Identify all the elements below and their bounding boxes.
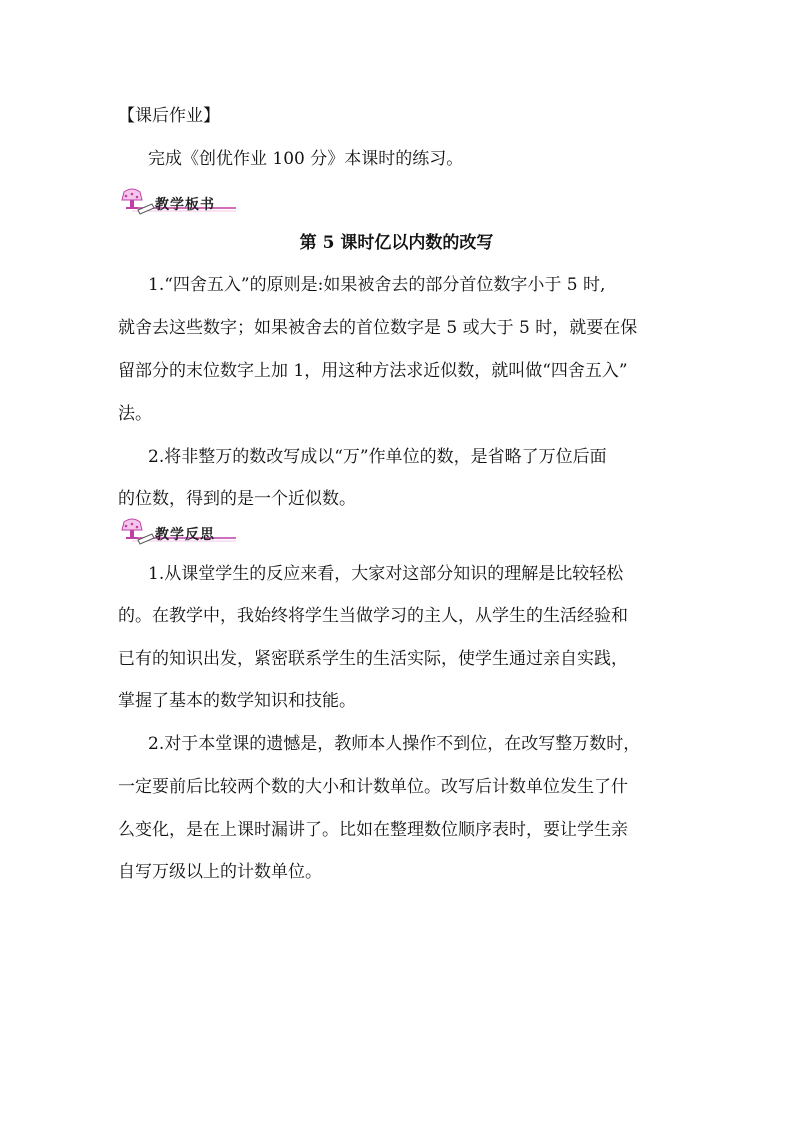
reflection-line-6: 一定要前后比较两个数的大小和计数单位。改写后计数单位发生了什 bbox=[118, 777, 628, 797]
board-line-3: 留部分的末位数字上加 1，用这种方法求近似数，就叫做“四舍五入” bbox=[118, 361, 628, 381]
board-badge-label: 教学板书 bbox=[155, 197, 215, 213]
board-line-2: 就舍去这些数字；如果被舍去的首位数字是 5 或大于 5 时，就要在保 bbox=[118, 318, 638, 338]
reflection-line-3: 已有的知识出发，紧密联系学生的生活实际，使学生通过亲自实践， bbox=[118, 649, 628, 669]
board-line-4: 法。 bbox=[118, 404, 152, 424]
reflection-line-5: 2.对于本堂课的遗憾是，教师本人操作不到位，在改写整万数时， bbox=[148, 734, 641, 754]
reflection-line-8: 自写万级以上的计数单位。 bbox=[118, 862, 322, 882]
reflection-line-4: 掌握了基本的数学知识和技能。 bbox=[118, 691, 356, 711]
board-line-5: 2.将非整万的数改写成以“万”作单位的数，是省略了万位后面 bbox=[148, 447, 607, 467]
board-line-6: 的位数，得到的是一个近似数。 bbox=[118, 489, 356, 509]
homework-text: 完成《创优作业 100 分》本课时的练习。 bbox=[148, 149, 464, 169]
board-line-1: 1.“四舍五入”的原则是:如果被舍去的部分首位数字小于 5 时, bbox=[148, 275, 606, 295]
reflection-line-1: 1.从课堂学生的反应来看，大家对这部分知识的理解是比较轻松 bbox=[148, 564, 624, 584]
reflection-line-7: 么变化，是在上课时漏讲了。比如在整理数位顺序表时，要让学生亲 bbox=[118, 820, 628, 840]
reflection-badge bbox=[118, 516, 238, 548]
board-title: 第 5 课时亿以内数的改写 bbox=[299, 233, 494, 253]
homework-heading: 【课后作业】 bbox=[118, 106, 220, 126]
reflection-badge-label: 教学反思 bbox=[155, 527, 215, 543]
reflection-line-2: 的。在教学中，我始终将学生当做学习的主人，从学生的生活经验和 bbox=[118, 606, 628, 626]
board-badge bbox=[118, 186, 238, 218]
